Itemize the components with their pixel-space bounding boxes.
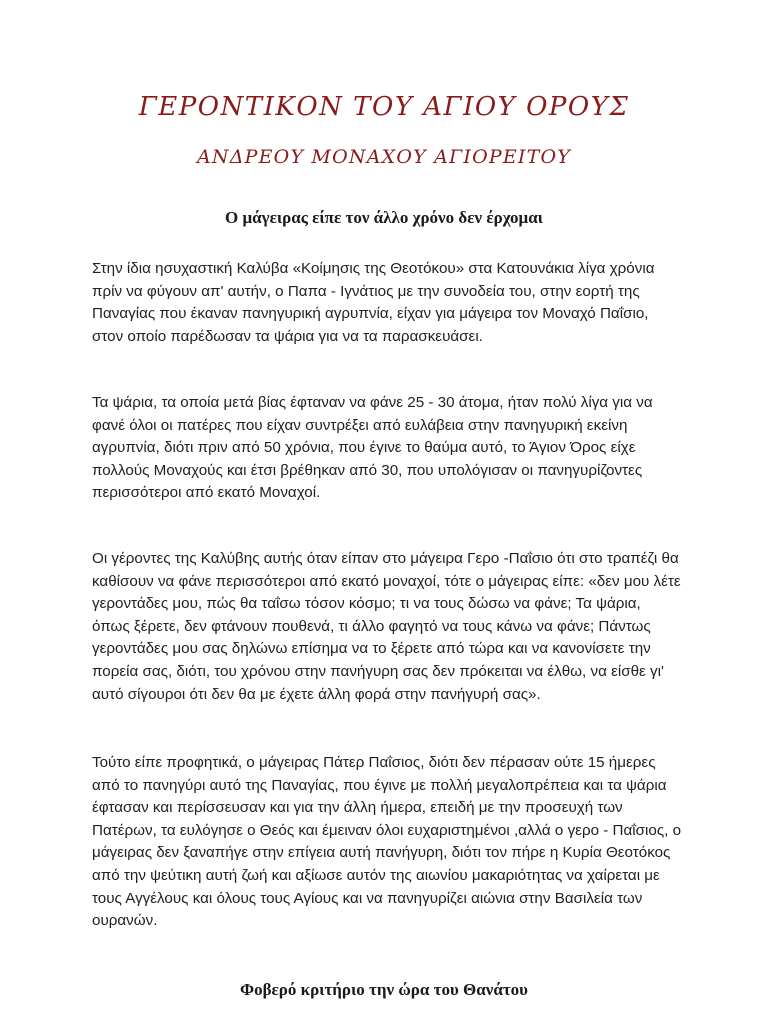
section-heading: Ο μάγειρας είπε τον άλλο χρόνο δεν έρχομαι	[225, 208, 543, 227]
paragraph: Στην ίδια ησυχαστική Καλύβα «Κοίμησις της Θεοτόκου» στα Κατουνάκια λίγα χρόνια πρίν να φύγουν απ' αυτήν, ο Παπα - Ιγνάτιος με την συνοδεία του, στην εορτή της Παναγίας που έκαναν πανηγυρική αγρυπνία, είχαν για μάγειρα τον Μοναχό Παΐσιο, στον οποίο παρέδωσαν τα ψάρια για να τα παρασκευάσει.	[92, 260, 655, 345]
paragraph: Τούτο είπε προφητικά, ο μάγειρας Πάτερ Παΐσιος, διότι δεν πέρασαν ούτε 15 ήμερες από το πανηγύρι αυτό της Παναγίας, που έγινε με πολλή μεγαλοπρέπεια και τα ψάρια έφτασαν και περίσσευσαν και για την άλλη ήμερα, επειδή με την προσευχή των Πατέρων, τα ευλόγησε ο Θεός και έμειναν όλοι ευχαριστημένοι ,αλλά ο γερο - Παΐσιος, ο μάγειρας δεν ξαναπήγε στην επίγεια αυτή πανήγυρη, διότι τον πήρε η Κυρία Θεοτόκος από την ψεύτικη αυτή ζωή και αξίωσε αυτόν της αιωνίου μακαριότητας να χαίρεται με τους Αγγέλους και όλους τους Αγίους και να πανηγυρίζει αιώνια στην Βασιλεία των ουρανών.	[92, 754, 682, 930]
paragraph: Τα ψάρια, τα οποία μετά βίας έφταναν να φάνε 25 - 30 άτομα, ήταν πολύ λίγα για να φανέ όλοι οι πατέρες που είχαν συντρέξει από ευλάβεια στην πανηγυρική εκείνη αγρυπνία, διότι πριν από 50 χρόνια, που έγινε το θαύμα αυτό, το Άγιον Όρος είχε πολλούς Μοναχούς και έτσι βρέθηκαν από 30, που υπολόγισαν οι πανηγυρίζοντες περισσότεροι από εκατό Μοναχοί.	[92, 394, 653, 502]
document-subtitle: ΑΝΔΡΕΟΥ ΜΟΝΑΧΟΥ ΑΓΙΟΡΕΙΤΟΥ	[196, 146, 572, 168]
paragraph: Οι γέροντες της Καλύβης αυτής όταν είπαν στο μάγειρα Γερο -Παΐσιο ότι στο τραπέζι θα καθίσουν να φάνε περισσότεροι από εκατό μοναχοί, τότε ο μάγειρας είπε: «δεν μου λέτε γεροντάδες μου, πώς θα ταΐσω τόσον κόσμο; τι να τους δώσω να φάνε; Τα ψάρια, όπως ξέρετε, δεν φτάνουν πουθενά, τι άλλο φαγητό να τους κάνω να φάνε; Πάντως γεροντάδες μου σας δηλώνω επίσημα να το ξέρετε από τώρα και να κανονίσετε την πορεία σας, διότι, του χρόνου στην πανήγυρη σας δεν πρόκειται να έλθω, να είσθε γι' αυτό σίγουροι ότι δεν θα με έχετε άλλη φορά στην πανήγυρή σας».	[92, 550, 681, 703]
section-heading: Φοβερό κριτήριο την ώρα του Θανάτου	[239, 980, 529, 999]
document-title: ΓΕΡΟΝΤΙΚΟΝ ΤΟΥ ΑΓΙΟΥ ΟΡΟΥΣ	[138, 92, 630, 122]
